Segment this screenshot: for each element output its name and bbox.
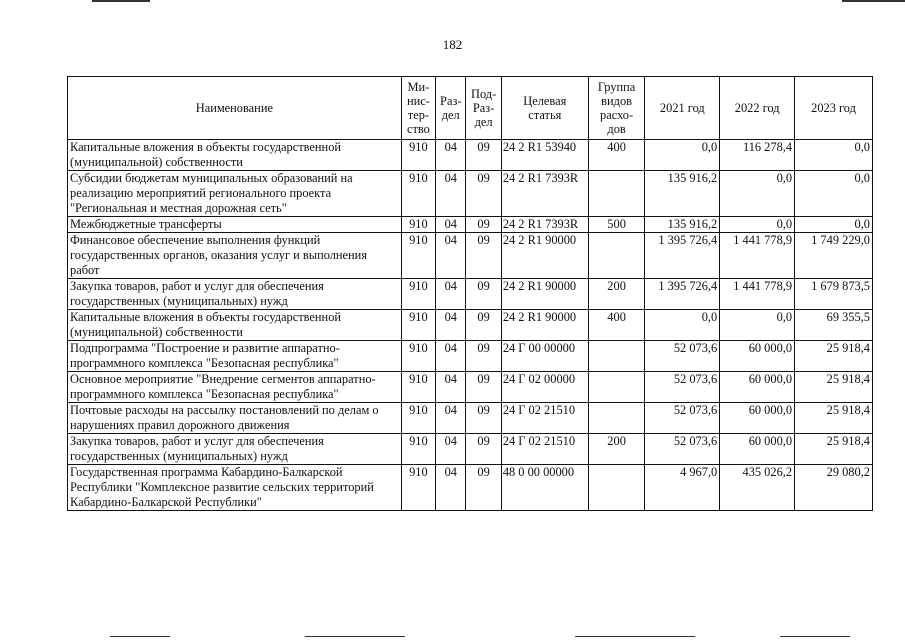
row-ministry: 910 [401,279,435,310]
row-2021: 52 073,6 [645,403,720,434]
row-2021: 4 967,0 [645,465,720,511]
row-ministry: 910 [401,217,435,233]
row-name: Закупка товаров, работ и услуг для обеспечения государственных (муниципальных) нужд [68,434,402,465]
row-ministry: 910 [401,140,435,171]
row-2021: 0,0 [645,310,720,341]
scan-mark-top-right [842,0,905,2]
row-subsection: 09 [466,140,501,171]
row-subsection: 09 [466,403,501,434]
row-expense-group [588,372,645,403]
row-expense-group: 500 [588,217,645,233]
row-article: 48 0 00 00000 [501,465,588,511]
row-2023: 69 355,5 [795,310,873,341]
row-section: 04 [436,217,466,233]
row-name: Почтовые расходы на рассылку постановлений по делам о нарушениях правил дорожного движения [68,403,402,434]
table-row [68,465,873,511]
row-2022: 60 000,0 [720,434,795,465]
row-2023: 0,0 [795,171,873,217]
row-section: 04 [436,233,466,279]
row-2022: 116 278,4 [720,140,795,171]
budget-table [67,76,873,511]
row-ministry: 910 [401,233,435,279]
row-expense-group: 400 [588,310,645,341]
row-expense-group: 400 [588,140,645,171]
row-expense-group [588,341,645,372]
table-row [68,403,873,434]
page-number: 182 [442,37,463,52]
row-2023: 25 918,4 [795,341,873,372]
row-2023: 25 918,4 [795,434,873,465]
header-subsection: Под- Раз- дел [466,77,501,140]
header-section: Раз- дел [436,77,466,140]
table-row [68,140,873,171]
scan-mark-top-left [92,0,150,2]
row-article: 24 2 R1 90000 [501,310,588,341]
row-article: 24 Г 02 00000 [501,372,588,403]
table-row [68,233,873,279]
row-article: 24 Г 00 00000 [501,341,588,372]
row-2023: 1 749 229,0 [795,233,873,279]
row-2021: 52 073,6 [645,372,720,403]
row-2022: 60 000,0 [720,372,795,403]
row-2021: 135 916,2 [645,217,720,233]
row-section: 04 [436,341,466,372]
row-subsection: 09 [466,279,501,310]
row-article: 24 Г 02 21510 [501,434,588,465]
header-article: Целевая статья [501,77,588,140]
table-row [68,279,873,310]
row-ministry: 910 [401,465,435,511]
row-2022: 1 441 778,9 [720,233,795,279]
row-subsection: 09 [466,341,501,372]
row-subsection: 09 [466,372,501,403]
scan-mark-bottom-1 [110,636,170,637]
row-2023: 1 679 873,5 [795,279,873,310]
row-section: 04 [436,434,466,465]
row-subsection: 09 [466,434,501,465]
row-section: 04 [436,403,466,434]
header-2021: 2021 год [645,77,720,140]
row-section: 04 [436,279,466,310]
header-ministry: Ми- нис- тер- ство [401,77,435,140]
row-2022: 0,0 [720,171,795,217]
scan-mark-bottom-2 [305,636,405,637]
row-article: 24 2 R1 53940 [501,140,588,171]
row-subsection: 09 [466,171,501,217]
table-row [68,310,873,341]
row-subsection: 09 [466,217,501,233]
table-row [68,372,873,403]
row-ministry: 910 [401,434,435,465]
row-name: Государственная программа Кабардино-Балкарской Республики "Комплексное развитие сельских территорий Кабардино-Балкарской Республики" [68,465,402,511]
row-article: 24 2 R1 7393R [501,217,588,233]
row-article: 24 2 R1 90000 [501,279,588,310]
row-ministry: 910 [401,171,435,217]
table-header-row [68,77,873,140]
table-row [68,217,873,233]
row-2021: 0,0 [645,140,720,171]
row-expense-group: 200 [588,434,645,465]
row-2022: 60 000,0 [720,403,795,434]
row-article: 24 Г 02 21510 [501,403,588,434]
row-name: Подпрограмма "Построение и развитие аппаратно-программного комплекса "Безопасная республика" [68,341,402,372]
row-subsection: 09 [466,465,501,511]
row-section: 04 [436,140,466,171]
row-section: 04 [436,171,466,217]
row-2022: 60 000,0 [720,341,795,372]
row-2021: 52 073,6 [645,434,720,465]
row-name: Капитальные вложения в объекты государственной (муниципальной) собственности [68,310,402,341]
row-section: 04 [436,465,466,511]
row-subsection: 09 [466,233,501,279]
row-name: Основное мероприятие "Внедрение сегментов аппаратно-программного комплекса "Безопасная республика" [68,372,402,403]
table-row [68,341,873,372]
row-expense-group [588,403,645,434]
table-row [68,434,873,465]
header-2022: 2022 год [720,77,795,140]
row-expense-group [588,171,645,217]
row-ministry: 910 [401,341,435,372]
row-2023: 0,0 [795,140,873,171]
header-2023: 2023 год [795,77,873,140]
header-name: Наименование [68,77,402,140]
scan-mark-bottom-3 [575,636,695,637]
row-expense-group [588,465,645,511]
row-name: Межбюджетные трансферты [68,217,402,233]
row-2023: 0,0 [795,217,873,233]
row-2023: 29 080,2 [795,465,873,511]
table-row [68,171,873,217]
row-2023: 25 918,4 [795,372,873,403]
row-2022: 0,0 [720,310,795,341]
row-2023: 25 918,4 [795,403,873,434]
row-name: Закупка товаров, работ и услуг для обеспечения государственных (муниципальных) нужд [68,279,402,310]
row-section: 04 [436,372,466,403]
row-ministry: 910 [401,310,435,341]
row-ministry: 910 [401,403,435,434]
row-2021: 1 395 726,4 [645,279,720,310]
row-2022: 0,0 [720,217,795,233]
row-subsection: 09 [466,310,501,341]
row-2021: 52 073,6 [645,341,720,372]
row-section: 04 [436,310,466,341]
header-expense-group: Группа видов расхо- дов [588,77,645,140]
row-expense-group: 200 [588,279,645,310]
row-article: 24 2 R1 90000 [501,233,588,279]
row-name: Финансовое обеспечение выполнения функций государственных органов, оказания услуг и выполнения работ [68,233,402,279]
row-article: 24 2 R1 7393R [501,171,588,217]
row-2021: 1 395 726,4 [645,233,720,279]
row-expense-group [588,233,645,279]
row-2021: 135 916,2 [645,171,720,217]
row-name: Субсидии бюджетам муниципальных образований на реализацию мероприятий регионального проекта "Региональная и местная дорожная сеть" [68,171,402,217]
row-ministry: 910 [401,372,435,403]
row-2022: 435 026,2 [720,465,795,511]
scan-mark-bottom-4 [780,636,850,637]
row-2022: 1 441 778,9 [720,279,795,310]
row-name: Капитальные вложения в объекты государственной (муниципальной) собственности [68,140,402,171]
